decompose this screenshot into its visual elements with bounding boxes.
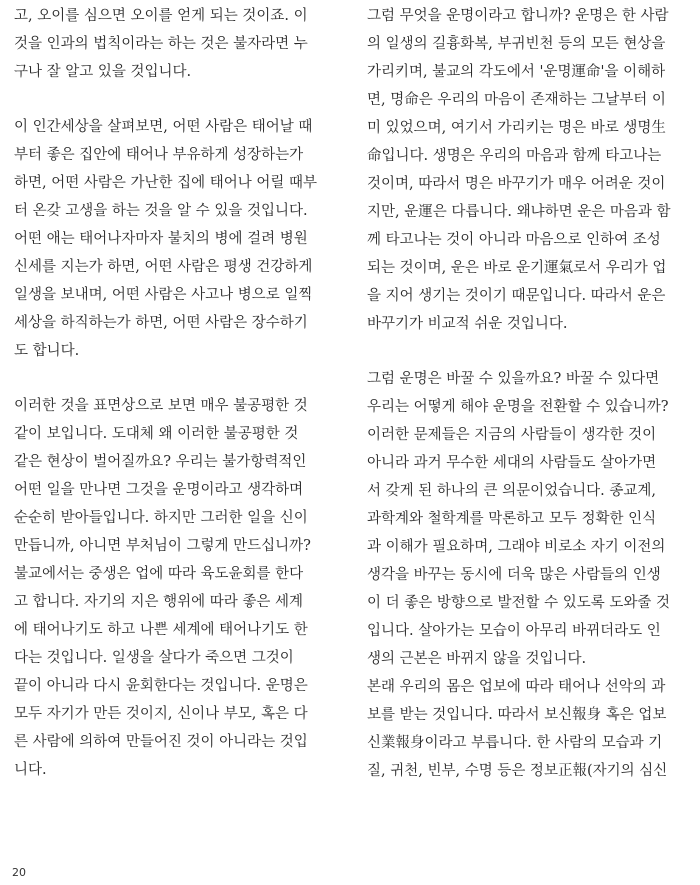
- text-line: 보를 받는 것입니다. 따라서 보신報身 혹은 업보: [367, 707, 667, 723]
- text-line: 命입니다. 생명은 우리의 마음과 함께 타고나는: [367, 148, 662, 164]
- text-line: 가리키며, 불교의 각도에서 '운명運命'을 이해하: [367, 64, 666, 80]
- text-line: 본래 우리의 몸은 업보에 따라 태어나 선악의 과: [367, 679, 666, 695]
- text-line: 순순히 받아들입니다. 하지만 그러한 일을 신이: [14, 510, 308, 526]
- text-line: 지만, 운運은 다릅니다. 왜냐하면 운은 마음과 함: [367, 204, 671, 220]
- text-line: 만듭니까, 아니면 부처님이 그렇게 만드십니까?: [14, 538, 311, 554]
- text-line: 께 타고나는 것이 아니라 마음으로 인하여 조성: [367, 232, 661, 248]
- text-line: 것이며, 따라서 명은 바꾸기가 매우 어려운 것이: [367, 176, 666, 192]
- text-line: 서 갖게 된 하나의 큰 의문이었습니다. 종교계,: [367, 483, 656, 499]
- text-line: 질, 귀천, 빈부, 수명 등은 정보正報(자기의 심신: [367, 763, 668, 779]
- text-line: 어떤 애는 태어나자마자 불치의 병에 걸려 병원: [14, 231, 308, 247]
- text-line: 일생을 보내며, 어떤 사람은 사고나 병으로 일찍: [14, 287, 313, 303]
- text-line: 같이 보입니다. 도대체 왜 이러한 불공평한 것: [14, 426, 299, 442]
- text-line: 고 합니다. 자기의 지은 행위에 따라 좋은 세계: [14, 594, 303, 610]
- text-line: 과학계와 철학계를 막론하고 모두 정확한 인식: [367, 511, 657, 527]
- text-line: 모두 자기가 만든 것이지, 신이나 부모, 혹은 다: [14, 706, 308, 722]
- page-number: 20: [12, 866, 26, 879]
- text-line: 우리는 어떻게 해야 운명을 전환할 수 있습니까?: [367, 399, 669, 415]
- text-line: 고, 오이를 심으면 오이를 얻게 되는 것이죠. 이: [14, 8, 308, 24]
- text-line: 도 합니다.: [14, 343, 80, 359]
- text-line: 되는 것이며, 운은 바로 운기運氣로서 우리가 업: [367, 260, 667, 276]
- text-line: 미 있었으며, 여기서 가리키는 명은 바로 생명生: [367, 120, 666, 136]
- text-line: 아니라 과거 무수한 세대의 사람들도 살아가면: [367, 455, 657, 471]
- text-line: 에 태어나기도 하고 나쁜 세계에 태어나기도 한: [14, 622, 308, 638]
- text-line: 생의 근본은 바뀌지 않을 것입니다.: [367, 651, 587, 667]
- text-line: 이러한 것을 표면상으로 보면 매우 불공평한 것: [14, 398, 308, 414]
- text-line: 이 인간세상을 살펴보면, 어떤 사람은 태어날 때: [14, 119, 313, 135]
- text-line: 생각을 바꾸는 동시에 더욱 많은 사람들의 인생: [367, 567, 661, 583]
- text-line: 그럼 무엇을 운명이라고 합니까? 운명은 한 사람: [367, 8, 669, 24]
- text-line: 세상을 하직하는가 하면, 어떤 사람은 장수하기: [14, 315, 308, 331]
- text-line: 끝이 아니라 다시 윤회한다는 것입니다. 운명은: [14, 678, 308, 694]
- text-line: 터 온갖 고생을 하는 것을 알 수 있을 것입니다.: [14, 203, 308, 219]
- text-line: 어떤 일을 만나면 그것을 운명이라고 생각하며: [14, 482, 304, 498]
- text-line: 이 더 좋은 방향으로 발전할 수 있도록 도와줄 것: [367, 595, 671, 611]
- text-line: 바꾸기가 비교적 쉬운 것입니다.: [367, 316, 568, 332]
- text-line: 을 지어 생기는 것이기 때문입니다. 따라서 운은: [367, 288, 666, 304]
- text-line: 구나 잘 알고 있을 것입니다.: [14, 64, 192, 80]
- text-line: 입니다. 살아가는 모습이 아무리 바뀌더라도 인: [367, 623, 661, 639]
- text-line: 것을 인과의 법칙이라는 하는 것은 불자라면 누: [14, 36, 308, 52]
- text-line: 하면, 어떤 사람은 가난한 집에 태어나 어릴 때부: [14, 175, 318, 191]
- text-line: 면, 명命은 우리의 마음이 존재하는 그날부터 이: [367, 92, 666, 108]
- text-line: 과 이해가 필요하며, 그래야 비로소 자기 이전의: [367, 539, 666, 555]
- text-line: 그럼 운명은 바꿀 수 있을까요? 바꿀 수 있다면: [367, 371, 660, 387]
- text-line: 의 일생의 길흉화복, 부귀빈천 등의 모든 현상을: [367, 36, 666, 52]
- text-line: 다는 것입니다. 일생을 살다가 죽으면 그것이: [14, 650, 294, 666]
- text-line: 신세를 지는가 하면, 어떤 사람은 평생 건강하게: [14, 259, 313, 275]
- text-line: 니다.: [14, 762, 47, 778]
- text-line: 신業報身이라고 부릅니다. 한 사람의 모습과 기: [367, 735, 663, 751]
- text-line: 부터 좋은 집안에 태어나 부유하게 성장하는가: [14, 147, 304, 163]
- text-line: 른 사람에 의하여 만들어진 것이 아니라는 것입: [14, 734, 308, 750]
- text-line: 이러한 문제들은 지금의 사람들이 생각한 것이: [367, 427, 657, 443]
- text-line: 같은 현상이 벌어질까요? 우리는 불가항력적인: [14, 454, 307, 470]
- text-line: 불교에서는 중생은 업에 따라 육도윤회를 한다: [14, 566, 304, 582]
